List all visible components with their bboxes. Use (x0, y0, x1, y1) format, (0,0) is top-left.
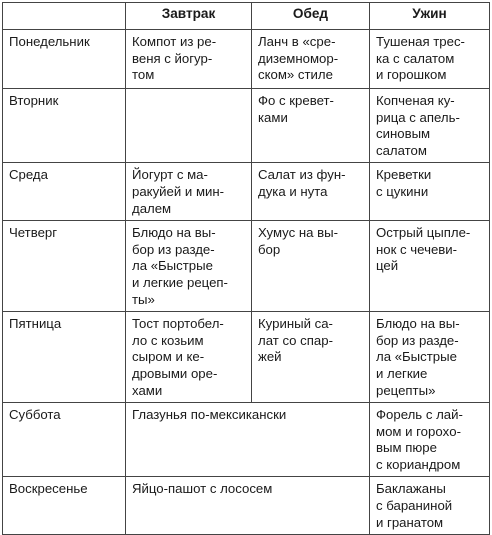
dinner-cell: Острый цыпле- нок с чечеви- цей (370, 221, 490, 312)
header-breakfast: Завтрак (126, 3, 252, 30)
day-cell: Воскресенье (3, 477, 126, 535)
table-row (3, 477, 490, 535)
table-row (3, 89, 490, 163)
table-row (3, 30, 490, 89)
header-corner (3, 3, 126, 30)
lunch-cell: Хумус на вы- бор (252, 221, 370, 312)
breakfast-cell: Компот из ре- веня с йогур- том (126, 30, 252, 89)
breakfast-cell: Блюдо на вы- бор из разде- ла «Быстрые и легкие рецеп- ты» (126, 221, 252, 312)
table-row (3, 403, 490, 477)
lunch-cell: Фо с кревет- ками (252, 89, 370, 163)
day-cell: Пятница (3, 312, 126, 403)
header-dinner: Ужин (370, 3, 490, 30)
header-lunch: Обед (252, 3, 370, 30)
day-cell: Среда (3, 163, 126, 221)
breakfast-cell: Тост портобел- ло с козьим сыром и ке- дровыми оре- хами (126, 312, 252, 403)
meal-plan-table (2, 2, 490, 535)
day-cell: Четверг (3, 221, 126, 312)
breakfast-lunch-cell: Глазунья по-мексикански (126, 403, 370, 477)
breakfast-cell (126, 89, 252, 163)
dinner-cell: Блюдо на вы- бор из разде- ла «Быстрые и легкие рецепты» (370, 312, 490, 403)
table-row (3, 221, 490, 312)
lunch-cell: Салат из фун- дука и нута (252, 163, 370, 221)
day-cell: Суббота (3, 403, 126, 477)
breakfast-lunch-cell: Яйцо-пашот с лососем (126, 477, 370, 535)
dinner-cell: Креветки с цукини (370, 163, 490, 221)
lunch-cell: Ланч в «сре- диземномор- ском» стиле (252, 30, 370, 89)
dinner-cell: Форель с лай- мом и гороxo- вым пюре с кориандром (370, 403, 490, 477)
dinner-cell: Баклажаны с бараниной и гранатом (370, 477, 490, 535)
breakfast-cell: Йогурт с ма- ракуйей и мин- далем (126, 163, 252, 221)
table-row (3, 312, 490, 403)
day-cell: Понедельник (3, 30, 126, 89)
dinner-cell: Тушеная трес- ка с салатом и горошком (370, 30, 490, 89)
lunch-cell: Куриный са- лат со спар- жей (252, 312, 370, 403)
header-row (3, 3, 490, 30)
dinner-cell: Копченая ку- рица с апель- синовым салатом (370, 89, 490, 163)
day-cell: Вторник (3, 89, 126, 163)
table-row (3, 163, 490, 221)
